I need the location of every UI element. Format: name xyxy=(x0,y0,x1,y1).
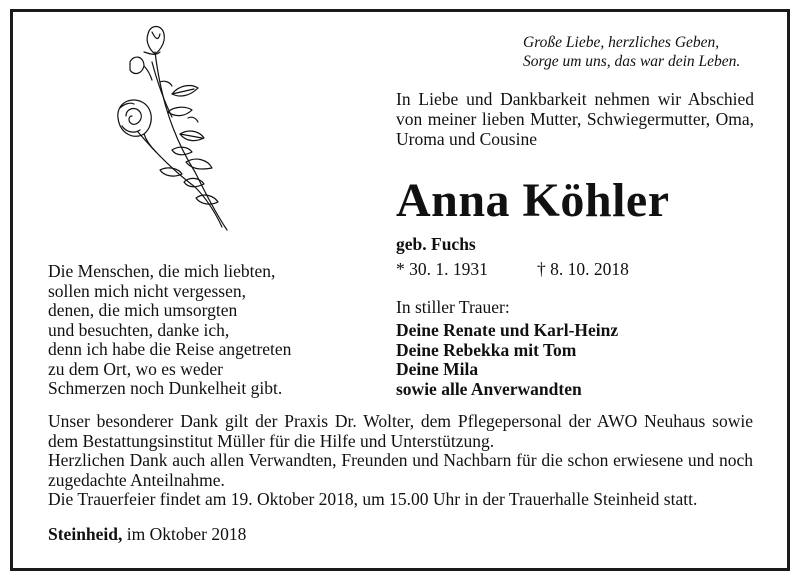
maiden-name: geb. Fuchs xyxy=(396,234,476,254)
motto xyxy=(523,33,740,71)
thanks-section xyxy=(48,412,753,510)
life-dates xyxy=(396,259,636,280)
date-text: im Oktober 2018 xyxy=(122,524,247,544)
place-name: Steinheid, xyxy=(48,524,123,544)
place-date-line xyxy=(48,524,246,545)
poem xyxy=(48,262,291,399)
motto-line-2: Sorge um uns, das war dein Leben. xyxy=(523,53,741,70)
rose-branch-icon xyxy=(100,22,235,237)
mourner-line: Deine Mila xyxy=(396,359,479,379)
poem-line: Schmerzen noch Dunkelheit gibt. xyxy=(48,378,283,398)
mourner-line: sowie alle Anverwandten xyxy=(396,378,582,399)
poem-line: sollen mich nicht vergessen, xyxy=(48,280,246,301)
mourners-list xyxy=(396,321,618,399)
poem-line: und besuchten, danke ich, xyxy=(48,319,230,340)
motto-line-1: Große Liebe, herzliches Geben, xyxy=(523,34,720,51)
funeral-notice: Die Trauerfeier findet am 19. Oktober 2018, um 15.00 Uhr in der Trauerhalle Steinheid statt. xyxy=(48,489,698,509)
death-date: † 8. 10. 2018 xyxy=(537,259,629,279)
poem-line: Die Menschen, die mich liebten, xyxy=(48,261,276,281)
thanks-paragraph: Herzlichen Dank auch allen Verwandten, Freunden und Nachbarn für die schon erwiesene und noch zugedachte Anteilnahme. xyxy=(48,450,753,490)
thanks-paragraph: Unser besonderer Dank gilt der Praxis Dr. Wolter, dem Pflegepersonal der AWO Neuhaus sowie dem Bestattungsinstitut Müller für die Hilfe und Unterstützung. xyxy=(48,411,753,451)
mourner-line: Deine Rebekka mit Tom xyxy=(396,339,577,360)
poem-line: denn ich habe die Reise angetreten xyxy=(48,339,292,359)
mourning-label: In stiller Trauer: xyxy=(396,297,510,317)
poem-line: denen, die mich umsorgten xyxy=(48,300,238,320)
mourner-line: Deine Renate und Karl-Heinz xyxy=(396,320,619,340)
birth-date: * 30. 1. 1931 xyxy=(396,259,488,279)
poem-line: zu dem Ort, wo es weder xyxy=(48,358,223,379)
deceased-name: Anna Köhler xyxy=(396,174,670,227)
intro-text: In Liebe und Dankbarkeit nehmen wir Abschied von meiner lieben Mutter, Schwiegermutter, Oma, Uroma und Cousine xyxy=(396,89,754,149)
